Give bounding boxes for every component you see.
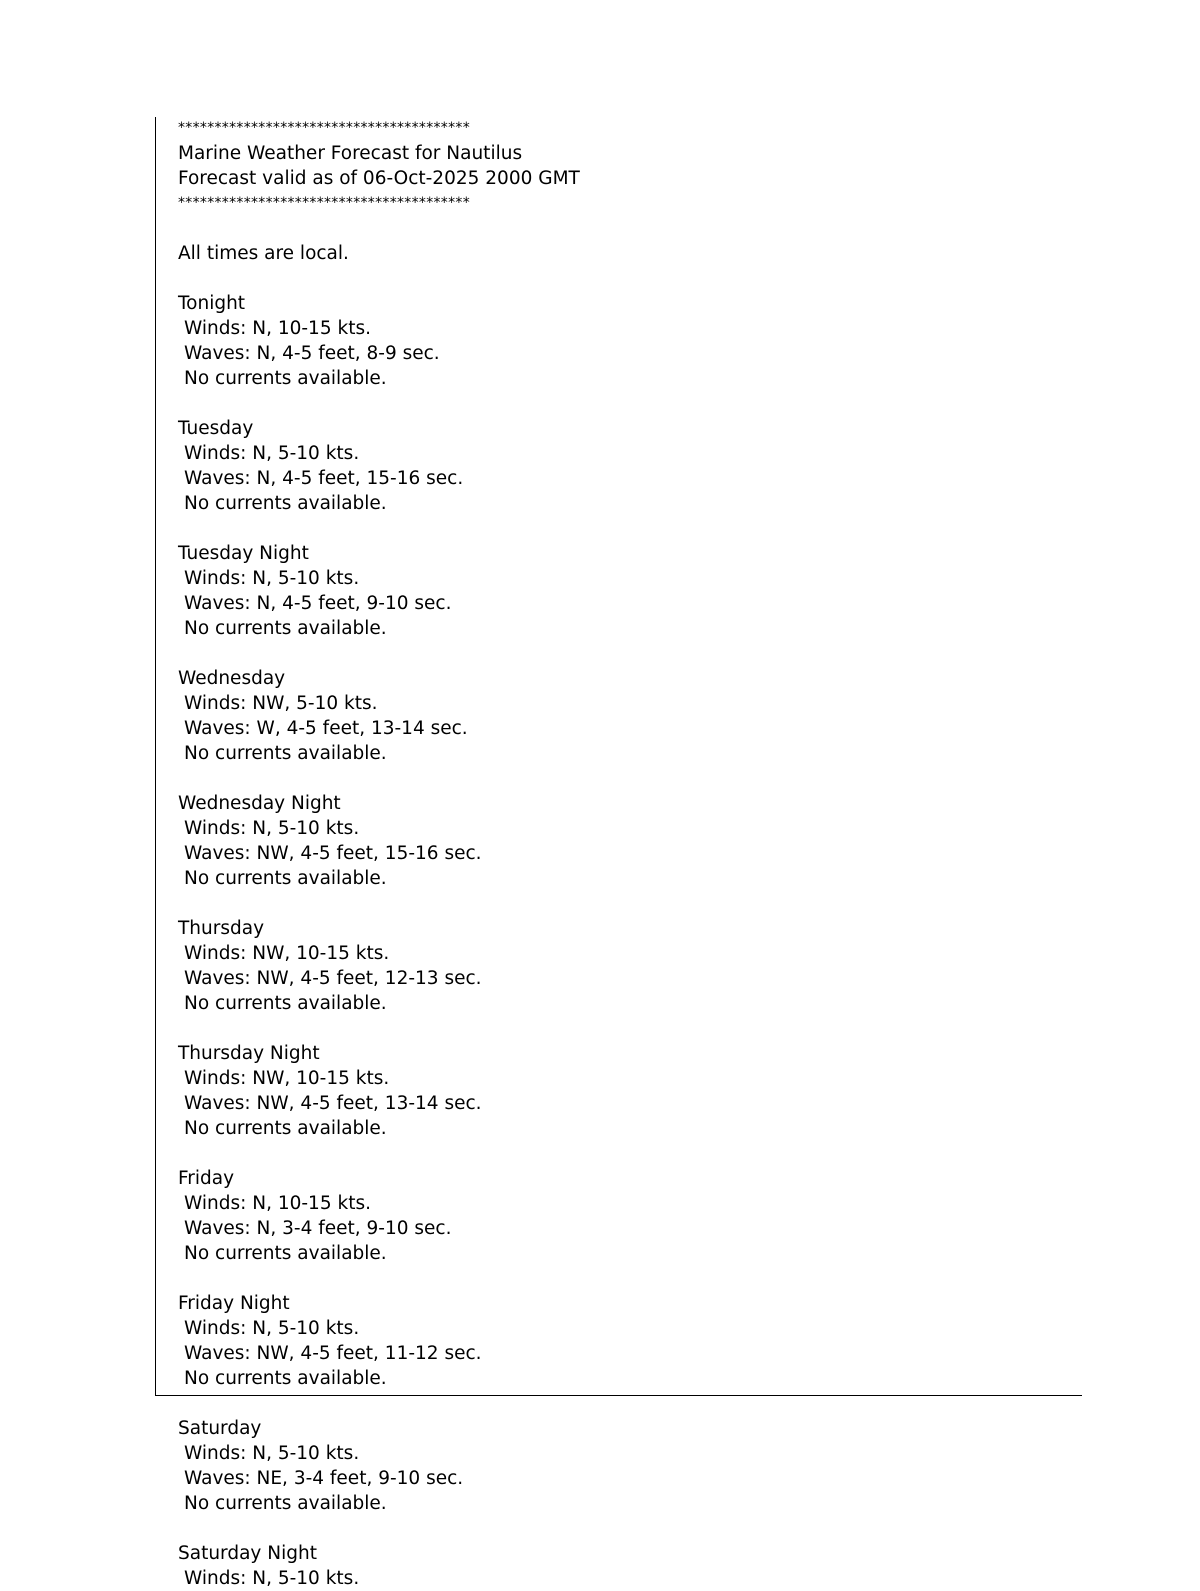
period-winds: Winds: N, 5-10 kts.: [184, 443, 360, 464]
period-waves: Waves: NW, 4-5 feet, 11-12 sec.: [184, 1343, 482, 1364]
period-currents: No currents available.: [184, 368, 387, 389]
period-waves: Waves: N, 3-4 feet, 9-10 sec.: [184, 1218, 452, 1239]
period-currents: No currents available.: [184, 1243, 387, 1264]
period-currents: No currents available.: [184, 993, 387, 1014]
period-winds: Winds: N, 5-10 kts.: [184, 1318, 360, 1339]
period-winds: Winds: N, 10-15 kts.: [184, 318, 371, 339]
forecast-document: [178, 116, 1058, 1591]
forecast-period: [178, 1541, 1058, 1591]
period-waves: Waves: NW, 4-5 feet, 12-13 sec.: [184, 968, 482, 989]
forecast-period: [178, 1041, 1058, 1141]
period-winds: Winds: N, 5-10 kts.: [184, 568, 360, 589]
period-winds: Winds: N, 10-15 kts.: [184, 1193, 371, 1214]
spacer: [178, 266, 1058, 291]
period-waves: Waves: N, 4-5 feet, 8-9 sec.: [184, 343, 440, 364]
period-winds: Winds: N, 5-10 kts.: [184, 1443, 360, 1464]
period-waves: Waves: N, 4-5 feet, 9-10 sec.: [184, 593, 452, 614]
period-name: Friday Night: [178, 1293, 290, 1314]
forecast-period: [178, 541, 1058, 641]
period-currents: No currents available.: [184, 1118, 387, 1139]
period-currents: No currents available.: [184, 1368, 387, 1389]
period-name: Wednesday: [178, 668, 286, 689]
period-name: Tonight: [178, 293, 246, 314]
header-stars-top: ****************************************: [178, 120, 470, 136]
forecast-period: [178, 916, 1058, 1016]
forecast-valid-time: Forecast valid as of 06-Oct-2025 2000 GMT: [178, 168, 580, 189]
spacer: [178, 216, 1058, 241]
period-winds: Winds: N, 5-10 kts.: [184, 1568, 360, 1589]
period-currents: No currents available.: [184, 1493, 387, 1514]
forecast-title: Marine Weather Forecast for Nautilus: [178, 143, 523, 164]
period-waves: Waves: W, 4-5 feet, 13-14 sec.: [184, 718, 468, 739]
time-note: All times are local.: [178, 243, 349, 264]
period-winds: Winds: NW, 10-15 kts.: [184, 943, 390, 964]
period-waves: Waves: NW, 4-5 feet, 15-16 sec.: [184, 843, 482, 864]
forecast-period: [178, 1166, 1058, 1266]
period-winds: Winds: N, 5-10 kts.: [184, 818, 360, 839]
period-waves: Waves: NE, 3-4 feet, 9-10 sec.: [184, 1468, 464, 1489]
frame-left-border: [155, 117, 156, 1396]
period-currents: No currents available.: [184, 743, 387, 764]
period-name: Tuesday: [178, 418, 254, 439]
period-name: Thursday Night: [178, 1043, 320, 1064]
forecast-period: [178, 291, 1058, 391]
forecast-period: [178, 666, 1058, 766]
period-currents: No currents available.: [184, 868, 387, 889]
period-name: Tuesday Night: [178, 543, 309, 564]
forecast-period: [178, 1416, 1058, 1516]
period-currents: No currents available.: [184, 493, 387, 514]
period-name: Saturday: [178, 1418, 262, 1439]
period-waves: Waves: N, 4-5 feet, 15-16 sec.: [184, 468, 464, 489]
period-name: Thursday: [178, 918, 265, 939]
period-waves: Waves: NW, 4-5 feet, 13-14 sec.: [184, 1093, 482, 1114]
period-currents: No currents available.: [184, 618, 387, 639]
period-winds: Winds: NW, 5-10 kts.: [184, 693, 378, 714]
period-name: Wednesday Night: [178, 793, 341, 814]
header-stars-bottom: ****************************************: [178, 195, 470, 211]
period-name: Saturday Night: [178, 1543, 317, 1564]
forecast-period: [178, 791, 1058, 891]
forecast-period: [178, 416, 1058, 516]
forecast-period: [178, 1291, 1058, 1391]
period-winds: Winds: NW, 10-15 kts.: [184, 1068, 390, 1089]
period-name: Friday: [178, 1168, 235, 1189]
